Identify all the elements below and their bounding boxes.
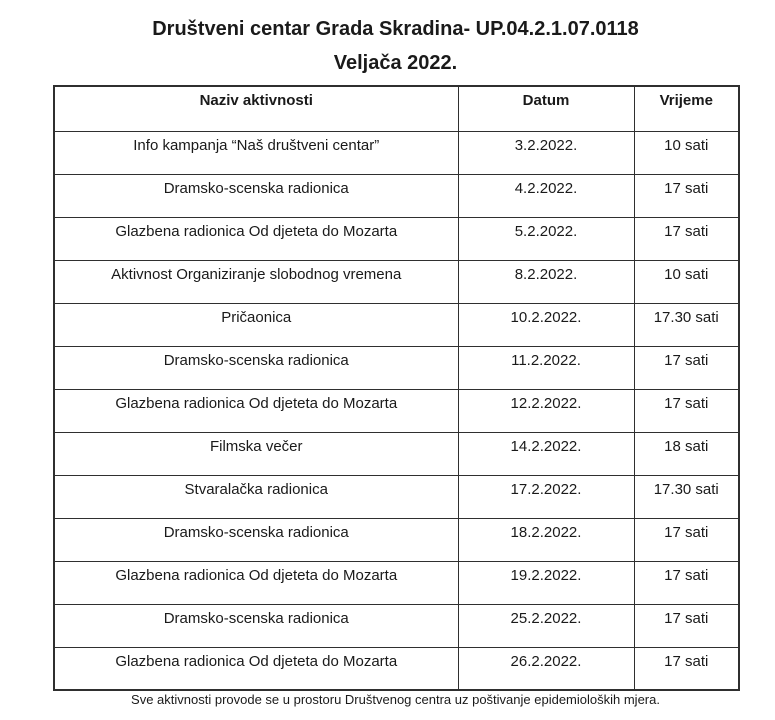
date-cell: 26.2.2022. xyxy=(458,647,634,690)
table-header xyxy=(54,86,739,131)
table-row xyxy=(54,260,739,303)
table-row xyxy=(54,131,739,174)
time-cell: 17 sati xyxy=(634,174,739,217)
document-subtitle-month: Veljača 2022. xyxy=(333,52,458,74)
date-cell: 17.2.2022. xyxy=(458,475,634,518)
column-header-time: Vrijeme xyxy=(634,86,739,131)
table-row xyxy=(54,174,739,217)
date-cell: 3.2.2022. xyxy=(458,131,634,174)
date-cell: 19.2.2022. xyxy=(458,561,634,604)
date-cell: 8.2.2022. xyxy=(458,260,634,303)
time-cell: 17 sati xyxy=(634,604,739,647)
activity-cell: Dramsko-scenska radionica xyxy=(54,518,458,561)
activity-cell: Pričaonica xyxy=(54,303,458,346)
footer-note: Sve aktivnosti provode se u prostoru Društvenog centra uz poštivanje epidemioloških mjera. xyxy=(131,692,660,707)
date-cell: 4.2.2022. xyxy=(458,174,634,217)
time-cell: 17 sati xyxy=(634,561,739,604)
activity-cell: Stvaralačka radionica xyxy=(54,475,458,518)
time-cell: 17 sati xyxy=(634,389,739,432)
date-cell: 11.2.2022. xyxy=(458,346,634,389)
table-row xyxy=(54,346,739,389)
table-row xyxy=(54,389,739,432)
table-row xyxy=(54,303,739,346)
date-cell: 25.2.2022. xyxy=(458,604,634,647)
time-cell: 10 sati xyxy=(634,260,739,303)
table-row xyxy=(54,647,739,690)
table-header-row xyxy=(54,86,739,131)
time-cell: 17 sati xyxy=(634,346,739,389)
document-header xyxy=(53,16,738,76)
table-row xyxy=(54,432,739,475)
time-cell: 18 sati xyxy=(634,432,739,475)
activity-cell: Filmska večer xyxy=(54,432,458,475)
date-cell: 18.2.2022. xyxy=(458,518,634,561)
activity-cell: Glazbena radionica Od djeteta do Mozarta xyxy=(54,389,458,432)
table-body xyxy=(54,131,739,690)
activity-cell: Glazbena radionica Od djeteta do Mozarta xyxy=(54,647,458,690)
time-cell: 17 sati xyxy=(634,647,739,690)
table-row xyxy=(54,604,739,647)
activity-cell: Info kampanja “Naš društveni centar” xyxy=(54,131,458,174)
table-row xyxy=(54,518,739,561)
table-row xyxy=(54,217,739,260)
time-cell: 17 sati xyxy=(634,217,739,260)
date-cell: 14.2.2022. xyxy=(458,432,634,475)
time-cell: 17 sati xyxy=(634,518,739,561)
activity-cell: Aktivnost Organiziranje slobodnog vremena xyxy=(54,260,458,303)
activity-cell: Dramsko-scenska radionica xyxy=(54,346,458,389)
column-header-activity: Naziv aktivnosti xyxy=(54,86,458,131)
date-cell: 10.2.2022. xyxy=(458,303,634,346)
activity-cell: Dramsko-scenska radionica xyxy=(54,174,458,217)
activities-schedule-table xyxy=(53,85,740,691)
document-title: Društveni centar Grada Skradina- UP.04.2.1.07.0118 xyxy=(152,18,639,40)
activity-cell: Dramsko-scenska radionica xyxy=(54,604,458,647)
table-row xyxy=(54,561,739,604)
table-row xyxy=(54,475,739,518)
time-cell: 17.30 sati xyxy=(634,303,739,346)
activity-cell: Glazbena radionica Od djeteta do Mozarta xyxy=(54,217,458,260)
date-cell: 5.2.2022. xyxy=(458,217,634,260)
column-header-date: Datum xyxy=(458,86,634,131)
activity-cell: Glazbena radionica Od djeteta do Mozarta xyxy=(54,561,458,604)
time-cell: 17.30 sati xyxy=(634,475,739,518)
date-cell: 12.2.2022. xyxy=(458,389,634,432)
time-cell: 10 sati xyxy=(634,131,739,174)
